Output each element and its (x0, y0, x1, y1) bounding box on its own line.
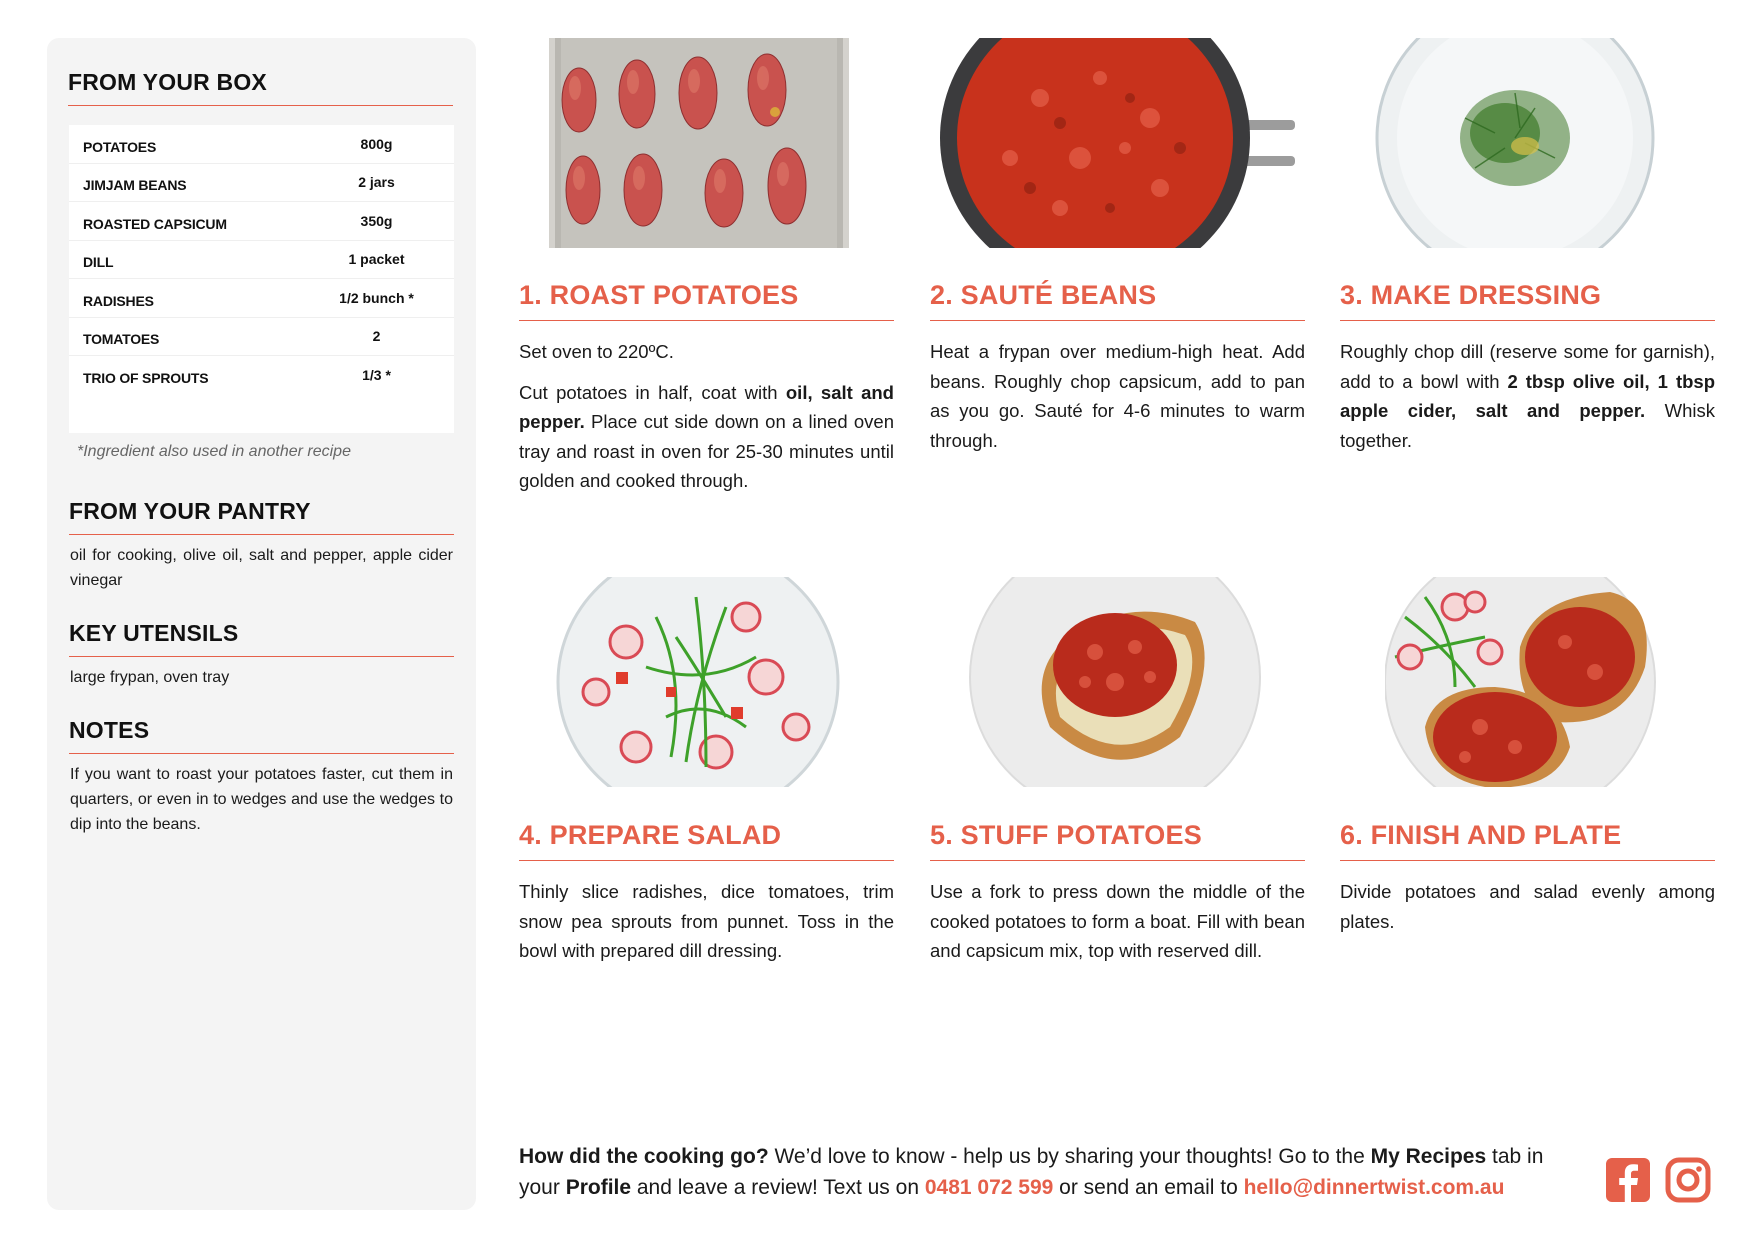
saute-beans-image (940, 38, 1295, 248)
instagram-icon[interactable] (1664, 1156, 1712, 1204)
text-span: Place cut side down on a lined oven tray and roast in oven for 25-30 minutes until golden and cooked through. (519, 411, 894, 491)
key-utensils-heading: KEY UTENSILS (69, 620, 454, 657)
notes-text: If you want to roast your potatoes faster, cut them in quarters, or even in to wedges and use the wedges to dip into the beans. (70, 766, 453, 833)
step-1-paragraph: Set oven to 220ºC. (519, 341, 674, 362)
ingredient-qty: 2 (372, 328, 381, 345)
feedback-question: How did the cooking go? (519, 1145, 769, 1168)
make-dressing-image (1375, 38, 1655, 248)
step-3-paragraph (1340, 337, 1715, 455)
ingredient-qty: 800g (360, 135, 393, 152)
ingredient-name: TRIO OF SPROUTS (83, 370, 209, 387)
step-4-text (519, 877, 894, 977)
ingredient-row (69, 241, 454, 280)
text-span: Cut potatoes in half, coat with (519, 381, 786, 403)
ingredient-qty: 1/2 bunch * (339, 289, 414, 306)
finish-and-plate-image (1385, 577, 1670, 787)
my-recipes-link[interactable]: My Recipes (1370, 1145, 1487, 1168)
feedback-footer (519, 1141, 1579, 1203)
phone-link[interactable]: 0481 072 599 (924, 1176, 1054, 1199)
ingredient-row (69, 279, 454, 318)
step-2-paragraph: Heat a frypan over medium-high heat. Add beans. Roughly chop capsicum, add to pan as you go. Sauté for 4-6 minutes to warm through. (930, 341, 1305, 451)
step-6-paragraph: Divide potatoes and salad evenly among plates. (1340, 881, 1715, 932)
text-span: Roughly chop dill (reserve some for garnish), add to a bowl with (1340, 341, 1715, 392)
email-link[interactable]: hello@dinnertwist.com.au (1243, 1176, 1505, 1199)
text-span: Whisk together. (1340, 400, 1715, 451)
step-5-paragraph: Use a fork to press down the middle of the cooked potatoes to form a boat. Fill with bean and capsicum mix, top with reserved dill. (930, 881, 1305, 961)
step-1-title: 1. ROAST POTATOES (519, 280, 894, 321)
step-5-title: 5. STUFF POTATOES (930, 820, 1305, 861)
step-2-title: 2. SAUTÉ BEANS (930, 280, 1305, 321)
roast-potatoes-image (549, 38, 849, 248)
step-6-text (1340, 877, 1715, 947)
ingredient-name: POTATOES (83, 138, 157, 155)
ingredient-name: DILL (83, 254, 114, 271)
ingredient-row (69, 125, 454, 164)
pantry-text: oil for cooking, olive oil, salt and pepper, apple cider vinegar (70, 547, 453, 589)
footer-text: We’d love to know - help us by sharing your thoughts! Go to the (768, 1145, 1371, 1168)
step-2-text (930, 337, 1305, 466)
footer-text: or send an email to (1053, 1176, 1244, 1199)
prepare-salad-image (556, 577, 841, 787)
step-5-text (930, 877, 1305, 977)
notes-heading: NOTES (69, 717, 454, 754)
step-3-title: 3. MAKE DRESSING (1340, 280, 1715, 321)
ingredient-table (69, 125, 454, 433)
from-your-box-heading: FROM YOUR BOX (68, 69, 453, 106)
ingredient-name: JIMJAM BEANS (83, 177, 187, 194)
step-1-text (519, 337, 894, 507)
ingredient-name: ROASTED CAPSICUM (83, 215, 227, 232)
ingredient-qty: 1 packet (348, 251, 405, 268)
footer-text: and leave a review! Text us on (631, 1176, 925, 1199)
footer-text: tab in your (519, 1145, 1544, 1199)
ingredient-footnote: *Ingredient also used in another recipe (77, 443, 351, 460)
ingredient-row (69, 164, 454, 203)
bold-span: 2 tbsp olive oil, 1 tbsp apple cider, salt and pepper. (1340, 370, 1715, 421)
ingredient-row (69, 356, 454, 395)
ingredient-qty: 350g (360, 212, 393, 229)
step-4-title: 4. PREPARE SALAD (519, 820, 894, 861)
utensils-text: large frypan, oven tray (70, 669, 230, 686)
from-your-pantry-heading: FROM YOUR PANTRY (69, 498, 454, 535)
bold-span: oil, salt and pepper. (519, 381, 894, 432)
ingredient-row (69, 202, 454, 241)
facebook-icon[interactable] (1604, 1156, 1652, 1204)
ingredient-qty: 2 jars (358, 174, 395, 191)
stuff-potatoes-image (965, 577, 1265, 787)
ingredient-row (69, 318, 454, 357)
sidebar-panel (47, 38, 476, 1210)
ingredient-name: TOMATOES (83, 331, 160, 348)
ingredient-qty: 1/3 * (362, 367, 391, 384)
step-3-text (1340, 337, 1715, 466)
profile-link[interactable]: Profile (565, 1176, 632, 1199)
step-4-paragraph: Thinly slice radishes, dice tomatoes, trim snow pea sprouts from punnet. Toss in the bowl with prepared dill dressing. (519, 881, 894, 961)
step-1-paragraph (519, 378, 894, 496)
ingredient-name: RADISHES (83, 292, 154, 309)
step-6-title: 6. FINISH AND PLATE (1340, 820, 1715, 861)
